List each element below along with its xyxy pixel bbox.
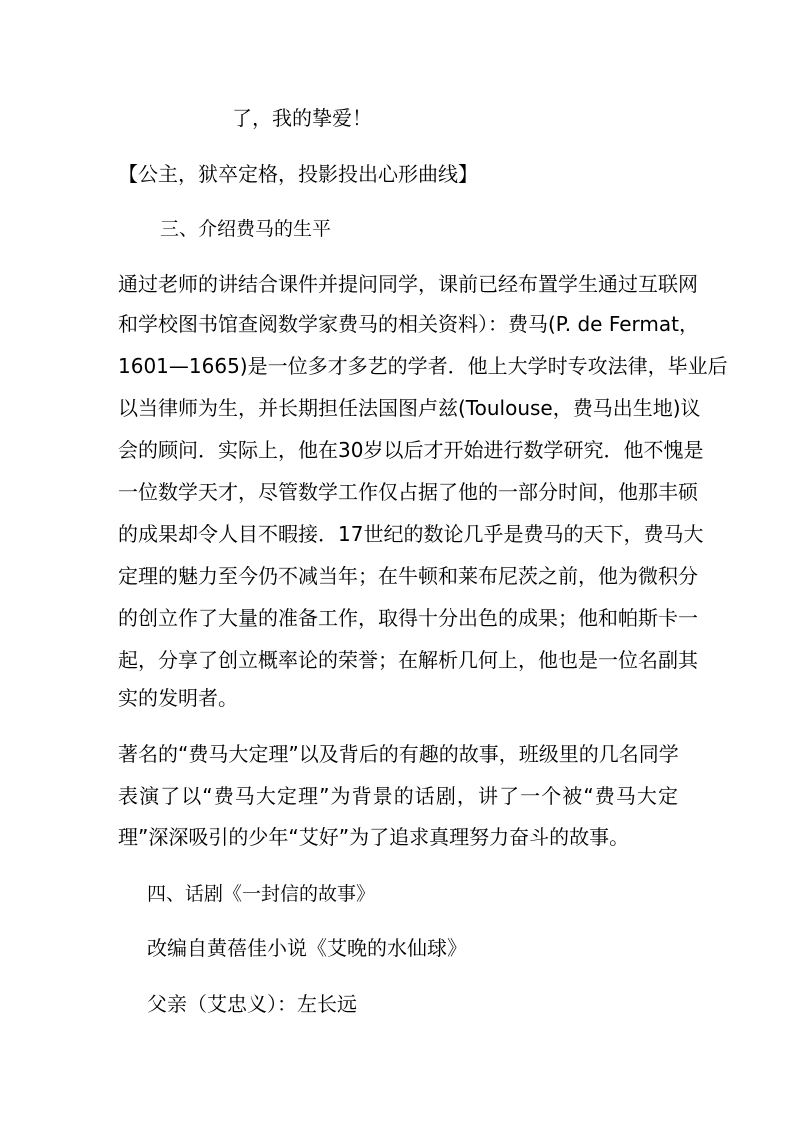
paragraph-line: 1601—1665)是一位多才多艺的学者．他上大学时专攻法律，毕业后 xyxy=(118,354,728,378)
paragraph-line: 的创立作了大量的准备工作，取得十分出色的成果；他和帕斯卡一 xyxy=(118,606,698,630)
paragraph-line: 著名的“费马大定理”以及背后的有趣的故事，班级里的几名同学 xyxy=(118,742,679,766)
paragraph-line: 定理的魅力至今仍不减当年；在牛顿和莱布尼茨之前，他为微积分 xyxy=(118,564,698,588)
section-heading-3: 三、介绍费马的生平 xyxy=(160,218,332,240)
paragraph-line: 实的发明者。 xyxy=(118,686,238,710)
paragraph-line: 和学校图书馆查阅数学家费马的相关资料）：费马(P. de Fermat， xyxy=(118,312,699,336)
paragraph-line: 理”深深吸引的少年“艾好”为了追求真理努力奋斗的故事。 xyxy=(118,825,630,849)
section-heading-4: 四、话剧《一封信的故事》 xyxy=(147,883,376,905)
paragraph-line: 的成果却令人目不暇接．17世纪的数论几乎是费马的天下，费马大 xyxy=(118,522,704,546)
paragraph-line: 表演了以“费马大定理”为背景的话剧，讲了一个被“费马大定 xyxy=(118,784,678,808)
paragraph-line: 会的顾问．实际上，他在30岁以后才开始进行数学研究．他不愧是 xyxy=(118,438,704,462)
adaptation-note: 改编自黄蓓佳小说《艾晚的水仙球》 xyxy=(147,936,467,960)
dialogue-continuation: 了，我的挚爱！ xyxy=(232,106,372,130)
paragraph-line: 以当律师为生，并长期担任法国图卢兹(Toulouse，费马出生地)议 xyxy=(118,396,701,420)
paragraph-line: 起，分享了创立概率论的荣誉；在解析几何上，他也是一位名副其 xyxy=(118,648,698,672)
stage-direction: 【公主，狱卒定格，投影投出心形曲线】 xyxy=(118,162,478,186)
paragraph-line: 一位数学天才，尽管数学工作仅占据了他的一部分时间，他那丰硕 xyxy=(118,480,698,504)
cast-line: 父亲（艾忠义）：左长远 xyxy=(147,992,357,1016)
paragraph-line: 通过老师的讲结合课件并提问同学，课前已经布置学生通过互联网 xyxy=(118,272,698,296)
